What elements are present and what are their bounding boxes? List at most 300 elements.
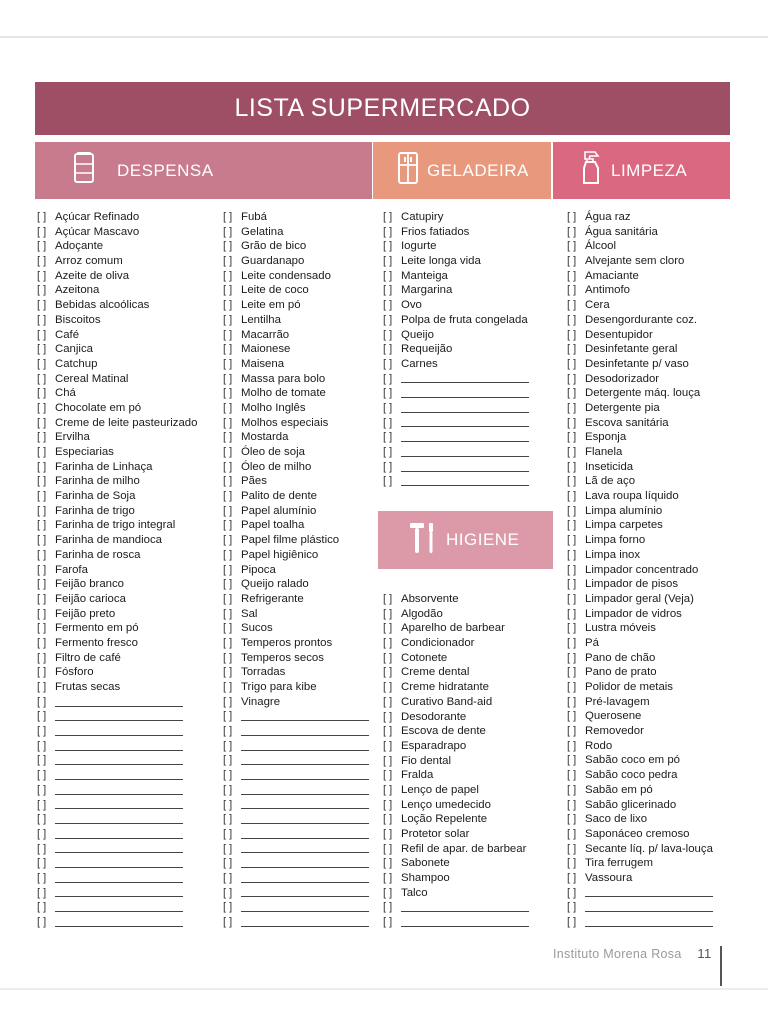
checkbox[interactable]: [ ] xyxy=(223,284,233,297)
blank-line[interactable] xyxy=(585,911,713,912)
list-item[interactable] xyxy=(37,871,197,886)
list-item[interactable] xyxy=(223,607,369,622)
checkbox[interactable]: [ ] xyxy=(567,783,577,796)
checkbox[interactable]: [ ] xyxy=(567,681,577,693)
checkbox[interactable]: [ ] xyxy=(567,460,577,473)
list-item[interactable] xyxy=(223,386,369,401)
checkbox[interactable]: [ ] xyxy=(383,284,393,297)
checkbox[interactable]: [ ] xyxy=(567,886,577,899)
checkbox[interactable]: [ ] xyxy=(383,872,393,885)
checkbox[interactable]: [ ] xyxy=(567,725,577,738)
list-item[interactable] xyxy=(223,621,369,636)
checkbox[interactable]: [ ] xyxy=(567,548,577,561)
list-item[interactable] xyxy=(37,592,197,607)
checkbox[interactable]: [ ] xyxy=(223,827,233,840)
list-item[interactable] xyxy=(383,474,529,489)
list-item[interactable] xyxy=(567,886,713,901)
blank-line[interactable] xyxy=(241,882,369,883)
checkbox[interactable]: [ ] xyxy=(567,225,577,238)
checkbox[interactable]: [ ] xyxy=(223,725,233,738)
list-item[interactable] xyxy=(37,328,197,343)
list-item[interactable] xyxy=(223,460,369,475)
checkbox[interactable]: [ ] xyxy=(37,857,47,870)
checkbox[interactable]: [ ] xyxy=(383,387,393,400)
checkbox[interactable]: [ ] xyxy=(37,284,47,297)
checkbox[interactable]: [ ] xyxy=(37,607,47,620)
checkbox[interactable]: [ ] xyxy=(567,607,577,620)
list-item[interactable] xyxy=(223,489,369,504)
checkbox[interactable]: [ ] xyxy=(37,548,47,561)
checkbox[interactable]: [ ] xyxy=(37,343,47,356)
list-item[interactable] xyxy=(223,401,369,416)
checkbox[interactable]: [ ] xyxy=(37,725,47,738)
list-item[interactable] xyxy=(223,724,369,739)
list-item[interactable] xyxy=(383,328,529,343)
checkbox[interactable]: [ ] xyxy=(37,460,47,473)
list-item[interactable] xyxy=(567,607,713,622)
checkbox[interactable]: [ ] xyxy=(383,431,393,444)
checkbox[interactable]: [ ] xyxy=(567,401,577,414)
checkbox[interactable]: [ ] xyxy=(223,607,233,620)
checkbox[interactable]: [ ] xyxy=(37,769,47,782)
list-item[interactable] xyxy=(567,357,713,372)
list-item[interactable] xyxy=(567,328,713,343)
list-item[interactable] xyxy=(567,680,713,695)
list-item[interactable] xyxy=(223,665,369,680)
list-item[interactable] xyxy=(37,900,197,915)
list-item[interactable] xyxy=(223,430,369,445)
list-item[interactable] xyxy=(383,856,529,871)
blank-line[interactable] xyxy=(55,882,183,883)
checkbox[interactable]: [ ] xyxy=(223,798,233,811)
checkbox[interactable]: [ ] xyxy=(383,328,393,341)
checkbox[interactable]: [ ] xyxy=(223,739,233,752)
blank-line[interactable] xyxy=(55,852,183,853)
list-item[interactable] xyxy=(383,357,529,372)
checkbox[interactable]: [ ] xyxy=(383,269,393,282)
list-item[interactable] xyxy=(383,871,529,886)
checkbox[interactable]: [ ] xyxy=(567,769,577,782)
list-item[interactable] xyxy=(223,577,369,592)
list-item[interactable] xyxy=(37,695,197,710)
list-item[interactable] xyxy=(567,489,713,504)
checkbox[interactable]: [ ] xyxy=(567,387,577,400)
list-item[interactable] xyxy=(567,768,713,783)
checkbox[interactable]: [ ] xyxy=(567,490,577,503)
checkbox[interactable]: [ ] xyxy=(223,563,233,576)
list-item[interactable] xyxy=(223,210,369,225)
list-item[interactable] xyxy=(223,342,369,357)
checkbox[interactable]: [ ] xyxy=(223,225,233,238)
checkbox[interactable]: [ ] xyxy=(383,886,393,899)
list-item[interactable] xyxy=(567,856,713,871)
blank-line[interactable] xyxy=(401,911,529,912)
checkbox[interactable]: [ ] xyxy=(383,475,393,488)
blank-line[interactable] xyxy=(241,794,369,795)
checkbox[interactable]: [ ] xyxy=(37,754,47,767)
list-item[interactable] xyxy=(37,504,197,519)
checkbox[interactable]: [ ] xyxy=(37,798,47,811)
list-item[interactable] xyxy=(567,254,713,269)
list-item[interactable] xyxy=(37,636,197,651)
blank-line[interactable] xyxy=(55,926,183,927)
list-item[interactable] xyxy=(567,695,713,710)
list-item[interactable] xyxy=(223,504,369,519)
list-item[interactable] xyxy=(383,430,529,445)
checkbox[interactable]: [ ] xyxy=(223,666,233,679)
checkbox[interactable]: [ ] xyxy=(37,710,47,723)
checkbox[interactable]: [ ] xyxy=(567,710,577,723)
list-item[interactable] xyxy=(223,856,369,871)
checkbox[interactable]: [ ] xyxy=(567,901,577,914)
list-item[interactable] xyxy=(223,328,369,343)
checkbox[interactable]: [ ] xyxy=(37,269,47,282)
list-item[interactable] xyxy=(37,680,197,695)
checkbox[interactable]: [ ] xyxy=(223,475,233,488)
checkbox[interactable]: [ ] xyxy=(223,519,233,532)
blank-line[interactable] xyxy=(401,926,529,927)
list-item[interactable] xyxy=(567,563,713,578)
checkbox[interactable]: [ ] xyxy=(223,813,233,826)
blank-line[interactable] xyxy=(55,720,183,721)
blank-line[interactable] xyxy=(55,750,183,751)
checkbox[interactable]: [ ] xyxy=(383,916,393,929)
list-item[interactable] xyxy=(223,283,369,298)
checkbox[interactable]: [ ] xyxy=(223,651,233,664)
list-item[interactable] xyxy=(37,386,197,401)
list-item[interactable] xyxy=(383,783,529,798)
list-item[interactable] xyxy=(567,900,713,915)
list-item[interactable] xyxy=(383,754,529,769)
list-item[interactable] xyxy=(567,783,713,798)
checkbox[interactable]: [ ] xyxy=(383,211,393,223)
list-item[interactable] xyxy=(37,430,197,445)
list-item[interactable] xyxy=(223,563,369,578)
list-item[interactable] xyxy=(37,239,197,254)
list-item[interactable] xyxy=(383,313,529,328)
list-item[interactable] xyxy=(37,709,197,724)
list-item[interactable] xyxy=(37,768,197,783)
list-item[interactable] xyxy=(37,269,197,284)
checkbox[interactable]: [ ] xyxy=(223,328,233,341)
list-item[interactable] xyxy=(383,710,529,725)
checkbox[interactable]: [ ] xyxy=(223,460,233,473)
checkbox[interactable]: [ ] xyxy=(567,563,577,576)
checkbox[interactable]: [ ] xyxy=(223,681,233,693)
checkbox[interactable]: [ ] xyxy=(383,460,393,473)
list-item[interactable] xyxy=(223,709,369,724)
checkbox[interactable]: [ ] xyxy=(223,901,233,914)
list-item[interactable] xyxy=(567,386,713,401)
list-item[interactable] xyxy=(223,651,369,666)
checkbox[interactable]: [ ] xyxy=(567,357,577,370)
list-item[interactable] xyxy=(567,225,713,240)
checkbox[interactable]: [ ] xyxy=(383,240,393,253)
blank-line[interactable] xyxy=(585,896,713,897)
list-item[interactable] xyxy=(383,416,529,431)
checkbox[interactable]: [ ] xyxy=(37,827,47,840)
list-item[interactable] xyxy=(567,753,713,768)
checkbox[interactable]: [ ] xyxy=(37,225,47,238)
checkbox[interactable]: [ ] xyxy=(567,651,577,664)
checkbox[interactable]: [ ] xyxy=(37,299,47,312)
checkbox[interactable]: [ ] xyxy=(223,357,233,370)
checkbox[interactable]: [ ] xyxy=(567,328,577,341)
checkbox[interactable]: [ ] xyxy=(37,357,47,370)
blank-line[interactable] xyxy=(55,911,183,912)
checkbox[interactable]: [ ] xyxy=(223,313,233,326)
blank-line[interactable] xyxy=(401,426,529,427)
list-item[interactable] xyxy=(37,651,197,666)
checkbox[interactable]: [ ] xyxy=(37,783,47,796)
list-item[interactable] xyxy=(567,210,713,225)
list-item[interactable] xyxy=(223,680,369,695)
blank-line[interactable] xyxy=(241,764,369,765)
blank-line[interactable] xyxy=(55,794,183,795)
blank-line[interactable] xyxy=(55,764,183,765)
list-item[interactable] xyxy=(567,533,713,548)
checkbox[interactable]: [ ] xyxy=(37,401,47,414)
list-item[interactable] xyxy=(37,915,197,930)
checkbox[interactable]: [ ] xyxy=(383,754,393,767)
list-item[interactable] xyxy=(223,239,369,254)
list-item[interactable] xyxy=(567,798,713,813)
checkbox[interactable]: [ ] xyxy=(567,534,577,547)
blank-line[interactable] xyxy=(55,896,183,897)
checkbox[interactable]: [ ] xyxy=(37,681,47,693)
list-item[interactable] xyxy=(223,915,369,930)
list-item[interactable] xyxy=(567,269,713,284)
list-item[interactable] xyxy=(383,842,529,857)
checkbox[interactable]: [ ] xyxy=(223,592,233,605)
list-item[interactable] xyxy=(567,548,713,563)
checkbox[interactable]: [ ] xyxy=(223,372,233,385)
checkbox[interactable]: [ ] xyxy=(383,857,393,870)
list-item[interactable] xyxy=(383,254,529,269)
list-item[interactable] xyxy=(37,254,197,269)
checkbox[interactable]: [ ] xyxy=(37,490,47,503)
list-item[interactable] xyxy=(223,695,369,710)
checkbox[interactable]: [ ] xyxy=(567,871,577,884)
checkbox[interactable]: [ ] xyxy=(37,901,47,914)
checkbox[interactable]: [ ] xyxy=(567,622,577,635)
checkbox[interactable]: [ ] xyxy=(383,783,393,796)
checkbox[interactable]: [ ] xyxy=(567,372,577,385)
checkbox[interactable]: [ ] xyxy=(37,328,47,341)
blank-line[interactable] xyxy=(241,926,369,927)
list-item[interactable] xyxy=(223,871,369,886)
list-item[interactable] xyxy=(223,357,369,372)
checkbox[interactable]: [ ] xyxy=(567,446,577,458)
checkbox[interactable]: [ ] xyxy=(37,431,47,444)
list-item[interactable] xyxy=(567,445,713,460)
checkbox[interactable]: [ ] xyxy=(37,255,47,268)
checkbox[interactable]: [ ] xyxy=(37,372,47,385)
list-item[interactable] xyxy=(223,739,369,754)
blank-line[interactable] xyxy=(401,485,529,486)
list-item[interactable] xyxy=(37,401,197,416)
checkbox[interactable]: [ ] xyxy=(567,666,577,679)
list-item[interactable] xyxy=(223,798,369,813)
blank-line[interactable] xyxy=(241,896,369,897)
list-item[interactable] xyxy=(383,372,529,387)
list-item[interactable] xyxy=(383,695,529,710)
list-item[interactable] xyxy=(383,269,529,284)
checkbox[interactable]: [ ] xyxy=(567,519,577,532)
list-item[interactable] xyxy=(37,724,197,739)
list-item[interactable] xyxy=(383,239,529,254)
checkbox[interactable]: [ ] xyxy=(383,343,393,356)
list-item[interactable] xyxy=(383,915,529,930)
list-item[interactable] xyxy=(223,753,369,768)
checkbox[interactable]: [ ] xyxy=(383,372,393,385)
list-item[interactable] xyxy=(567,636,713,651)
list-item[interactable] xyxy=(383,342,529,357)
checkbox[interactable]: [ ] xyxy=(37,578,47,591)
checkbox[interactable]: [ ] xyxy=(383,593,393,605)
list-item[interactable] xyxy=(567,401,713,416)
list-item[interactable] xyxy=(223,474,369,489)
checkbox[interactable]: [ ] xyxy=(383,666,393,679)
checkbox[interactable]: [ ] xyxy=(383,255,393,268)
checkbox[interactable]: [ ] xyxy=(37,563,47,576)
blank-line[interactable] xyxy=(241,823,369,824)
checkbox[interactable]: [ ] xyxy=(37,666,47,679)
checkbox[interactable]: [ ] xyxy=(37,240,47,253)
list-item[interactable] xyxy=(37,357,197,372)
checkbox[interactable]: [ ] xyxy=(567,475,577,488)
list-item[interactable] xyxy=(37,445,197,460)
list-item[interactable] xyxy=(223,269,369,284)
checkbox[interactable]: [ ] xyxy=(383,681,393,694)
checkbox[interactable]: [ ] xyxy=(223,857,233,870)
list-item[interactable] xyxy=(223,298,369,313)
list-item[interactable] xyxy=(223,636,369,651)
list-item[interactable] xyxy=(223,254,369,269)
checkbox[interactable]: [ ] xyxy=(223,343,233,356)
list-item[interactable] xyxy=(223,313,369,328)
checkbox[interactable]: [ ] xyxy=(567,578,577,591)
checkbox[interactable]: [ ] xyxy=(223,710,233,723)
checkbox[interactable]: [ ] xyxy=(223,387,233,400)
blank-line[interactable] xyxy=(55,823,183,824)
list-item[interactable] xyxy=(383,621,529,636)
checkbox[interactable]: [ ] xyxy=(567,255,577,268)
checkbox[interactable]: [ ] xyxy=(37,871,47,884)
checkbox[interactable]: [ ] xyxy=(567,739,577,752)
checkbox[interactable]: [ ] xyxy=(567,284,577,297)
list-item[interactable] xyxy=(567,739,713,754)
blank-line[interactable] xyxy=(241,808,369,809)
list-item[interactable] xyxy=(223,768,369,783)
checkbox[interactable]: [ ] xyxy=(383,299,393,312)
checkbox[interactable]: [ ] xyxy=(383,416,393,429)
checkbox[interactable]: [ ] xyxy=(383,769,393,782)
list-item[interactable] xyxy=(383,900,529,915)
list-item[interactable] xyxy=(383,798,529,813)
list-item[interactable] xyxy=(567,430,713,445)
list-item[interactable] xyxy=(567,239,713,254)
checkbox[interactable]: [ ] xyxy=(383,710,393,723)
checkbox[interactable]: [ ] xyxy=(223,842,233,855)
checkbox[interactable]: [ ] xyxy=(223,431,233,444)
checkbox[interactable]: [ ] xyxy=(383,813,393,826)
list-item[interactable] xyxy=(383,283,529,298)
list-item[interactable] xyxy=(37,563,197,578)
list-item[interactable] xyxy=(383,445,529,460)
checkbox[interactable]: [ ] xyxy=(567,754,577,767)
checkbox[interactable]: [ ] xyxy=(37,886,47,899)
checkbox[interactable]: [ ] xyxy=(223,622,233,635)
checkbox[interactable]: [ ] xyxy=(37,813,47,826)
blank-line[interactable] xyxy=(401,397,529,398)
checkbox[interactable]: [ ] xyxy=(567,211,577,223)
list-item[interactable] xyxy=(567,724,713,739)
list-item[interactable] xyxy=(383,665,529,680)
list-item[interactable] xyxy=(383,812,529,827)
list-item[interactable] xyxy=(223,518,369,533)
blank-line[interactable] xyxy=(401,471,529,472)
list-item[interactable] xyxy=(567,342,713,357)
list-item[interactable] xyxy=(37,856,197,871)
list-item[interactable] xyxy=(567,577,713,592)
checkbox[interactable]: [ ] xyxy=(223,504,233,517)
list-item[interactable] xyxy=(37,416,197,431)
list-item[interactable] xyxy=(223,812,369,827)
list-item[interactable] xyxy=(383,886,529,901)
list-item[interactable] xyxy=(383,210,529,225)
checkbox[interactable]: [ ] xyxy=(567,240,577,253)
checkbox[interactable]: [ ] xyxy=(37,636,47,649)
list-item[interactable] xyxy=(383,636,529,651)
checkbox[interactable]: [ ] xyxy=(567,504,577,517)
list-item[interactable] xyxy=(37,739,197,754)
checkbox[interactable]: [ ] xyxy=(223,769,233,782)
checkbox[interactable]: [ ] xyxy=(383,798,393,811)
checkbox[interactable]: [ ] xyxy=(567,343,577,356)
list-item[interactable] xyxy=(37,474,197,489)
blank-line[interactable] xyxy=(55,735,183,736)
list-item[interactable] xyxy=(567,518,713,533)
blank-line[interactable] xyxy=(55,838,183,839)
list-item[interactable] xyxy=(567,283,713,298)
blank-line[interactable] xyxy=(401,456,529,457)
checkbox[interactable]: [ ] xyxy=(37,534,47,547)
list-item[interactable] xyxy=(37,489,197,504)
list-item[interactable] xyxy=(223,533,369,548)
list-item[interactable] xyxy=(567,372,713,387)
list-item[interactable] xyxy=(567,827,713,842)
blank-line[interactable] xyxy=(241,750,369,751)
checkbox[interactable]: [ ] xyxy=(383,622,393,635)
list-item[interactable] xyxy=(383,401,529,416)
list-item[interactable] xyxy=(37,342,197,357)
checkbox[interactable]: [ ] xyxy=(223,871,233,884)
checkbox[interactable]: [ ] xyxy=(37,446,47,458)
checkbox[interactable]: [ ] xyxy=(567,695,577,708)
list-item[interactable] xyxy=(223,372,369,387)
checkbox[interactable]: [ ] xyxy=(223,269,233,282)
blank-line[interactable] xyxy=(55,706,183,707)
checkbox[interactable]: [ ] xyxy=(383,637,393,650)
checkbox[interactable]: [ ] xyxy=(383,651,393,664)
checkbox[interactable]: [ ] xyxy=(223,783,233,796)
checkbox[interactable]: [ ] xyxy=(37,622,47,635)
checkbox[interactable]: [ ] xyxy=(383,695,393,708)
list-item[interactable] xyxy=(223,827,369,842)
list-item[interactable] xyxy=(223,842,369,857)
blank-line[interactable] xyxy=(55,867,183,868)
